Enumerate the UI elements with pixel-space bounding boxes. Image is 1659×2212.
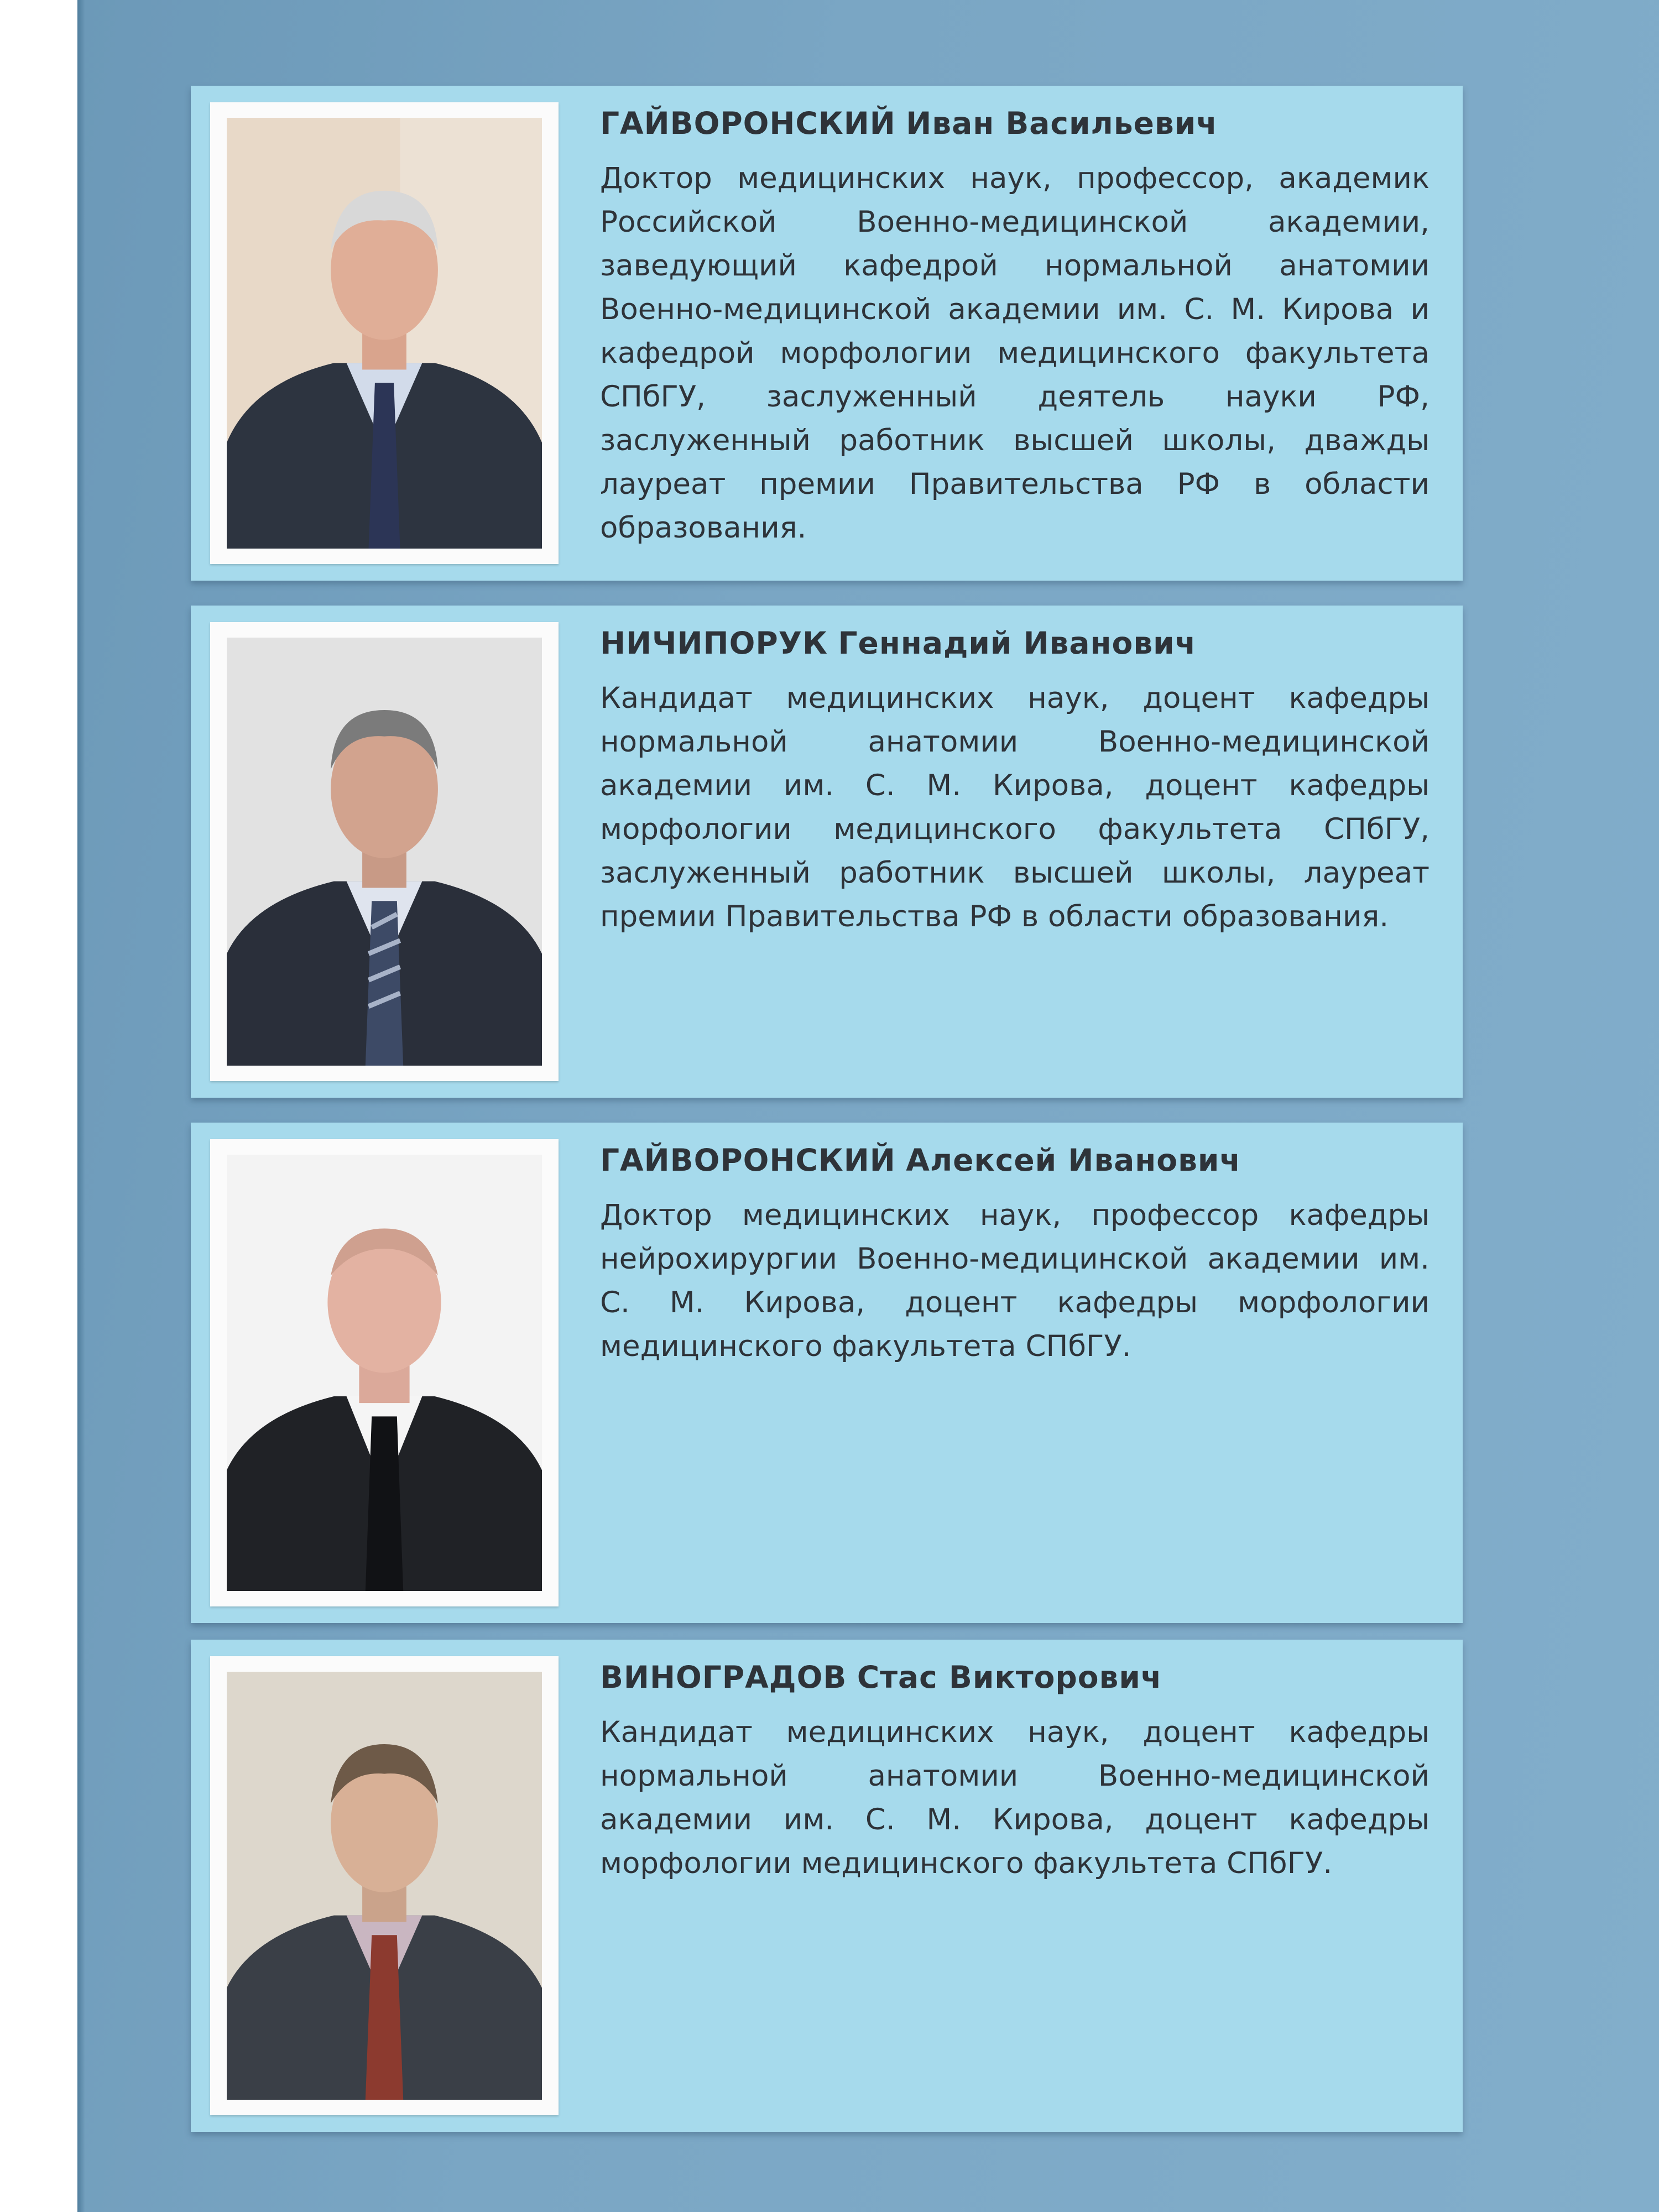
author-bio: Доктор медицинских наук, профессор кафедры нейрохирургии Военно-медицинской академии им. С. М. Кирова, доцент кафедры морфологии медицинского факультета СПбГУ.	[600, 1198, 1430, 1363]
author-given-name: Стас Викторович	[857, 1660, 1162, 1695]
author-name	[600, 1654, 1430, 1700]
author-surname: ГАЙВОРОНСКИЙ	[600, 106, 896, 141]
photo-frame	[210, 102, 559, 564]
author-photo	[227, 1155, 542, 1591]
author-surname: ВИНОГРАДОВ	[600, 1660, 847, 1695]
author-card	[191, 86, 1463, 581]
author-bio: Доктор медицинских наук, профессор, академик Российской Военно-медицинской академии, заведующий кафедрой нормальной анатомии Военно-медицинской академии им. С. М. Кирова и кафедрой морфологии медицинского факультета СПбГУ, заслуженный деятель науки РФ, заслуженный работник высшей школы, дважды лауреат премии Правительства РФ в области образования.	[600, 161, 1430, 545]
author-photo	[227, 1672, 542, 2100]
photo-frame	[210, 1139, 559, 1606]
author-given-name: Алексей Иванович	[906, 1142, 1241, 1178]
author-photo	[227, 638, 542, 1066]
author-bio: Кандидат медицинских наук, доцент кафедры нормальной анатомии Военно-медицинской академии им. С. М. Кирова, доцент кафедры морфологии медицинского факультета СПбГУ, заслуженный работник высшей школы, лауреат премии Правительства РФ в области образования.	[600, 681, 1430, 933]
author-name	[600, 620, 1430, 666]
author-name	[600, 100, 1430, 147]
author-card	[191, 1640, 1463, 2132]
page-edge-shadow	[77, 0, 85, 2212]
author-given-name: Геннадий Иванович	[838, 625, 1197, 661]
author-card	[191, 606, 1463, 1098]
author-given-name: Иван Васильевич	[906, 106, 1218, 141]
author-info	[600, 1654, 1430, 1885]
author-info	[600, 100, 1430, 550]
author-surname: НИЧИПОРУК	[600, 625, 828, 661]
author-surname: ГАЙВОРОНСКИЙ	[600, 1142, 896, 1178]
author-info	[600, 620, 1430, 938]
author-info	[600, 1137, 1430, 1368]
author-card	[191, 1123, 1463, 1623]
author-name	[600, 1137, 1430, 1183]
photo-frame	[210, 1656, 559, 2115]
photo-frame	[210, 622, 559, 1081]
author-photo	[227, 118, 542, 549]
author-bio: Кандидат медицинских наук, доцент кафедры нормальной анатомии Военно-медицинской академии им. С. М. Кирова, доцент кафедры морфологии медицинского факультета СПбГУ.	[600, 1715, 1430, 1880]
